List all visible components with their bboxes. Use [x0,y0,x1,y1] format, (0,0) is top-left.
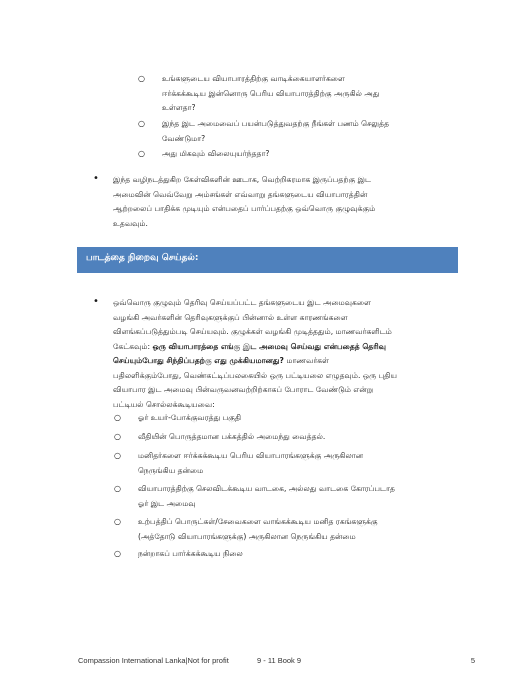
section-heading-band [77,247,458,273]
circle-bullet-icon: ○ [114,432,121,441]
circle-bullet-icon: ○ [138,119,145,128]
circle-bullet-icon: ○ [138,149,145,158]
list-item: ○ வீதியின் பொருத்தமான பக்கத்தில் அமைந்து வைத்தல். [138,430,325,445]
footer-organization: Compassion International Lanka|Not for profit [78,656,229,665]
list-item: ○ வியாபாரத்திற்கு செலவிடக்கூடிய வாடகை, அல்லது வாடகை கோரப்படாத ஓர் இட அமைவு [114,484,395,508]
bullet-icon: • [93,173,99,184]
sublist-item: ○ இந்த இட அமைவைப் பயன்படுத்துவதற்கு நீங்கள் பணம் செலுத்த வேண்டுமா? [138,119,390,143]
section-heading: பாடத்தை நிறைவு செய்தல்: [86,253,199,263]
footer-book: 9 - 11 Book 9 [257,656,302,665]
list-item: ○ ஓர் உயர்-போக்குவரத்து பகுதி [138,411,241,426]
list-item: ○ மனிதர்களை ஈர்க்கக்கூடிய பெரிய வியாபாரங்களுக்கு அருகிலான நெருங்கிய தன்மை [114,451,364,475]
page-footer [78,656,475,665]
bullet-icon: • [93,296,99,307]
circle-bullet-icon: ○ [114,517,121,526]
bullet-paragraph: • இந்த வழிநடத்துகிற கேள்விகளின் ஊடாக, வெற்றிகரமாக இருப்பதற்கு இட அமைவின் வெவ்வேறு அம்சங்கள் எவ்வாறு தங்களுடைய வியாபாரத்தின் ஆற்றலைப் பாதிக்க முடியும் என்பதைப் பார்ப்பதற்கு ஒவ்வொரு குழுவுக்கும் உதவவும். [93,173,376,228]
circle-bullet-icon: ○ [114,451,121,460]
circle-bullet-icon: ○ [114,484,121,493]
sublist-item: ○ அது மிகவும் விலையுயர்ந்ததா? [162,147,269,162]
bullet-paragraph: • ஒவ்வொரு குழுவும் தெரிவு செய்யப்பட்ட தங்களுடைய இட அமைவுகளை வழங்கி அவர்களின் தெரிவுகளுக்குப் பின்னால் உள்ள காரணங்களை விளங்கப்படுத்தும்படி செய்யவும். குழுக்கள் வழங்கி முடித்ததும், மாணவர்களிடம் கேட்கவும்: ஒரு வியாபாரத்தை எங்கு இட அமைவு செய்வது என்பதைத் தெரிவு செய்யும்போது சிந்திப்பதற்கு எது முக்கியமானது? மாணவர்கள் பதிலளிக்கும்போது, வெண்கட்டிப்பலகையில் ஒரு பட்டியலை எழுதவும். ஒரு புதிய வியாபார இட அமைவு பின்வருவனவற்றிற்காகப் போராட வேண்டும் என்று பட்டியல் சொல்லக்கூடியவை: [93,296,397,409]
circle-bullet-icon: ○ [114,413,121,422]
sublist-item: ○ உங்களுடைய வியாபாரத்திற்கு வாடிக்கையாளர்களை ஈர்க்கக்கூடிய இன்னொரு பெரிய வியாபாரத்திற்கு அருகில் அது உள்ளதா? [138,74,380,112]
circle-bullet-icon: ○ [114,549,121,558]
circle-bullet-icon: ○ [138,74,145,83]
question-text: செய்யும்போது சிந்திப்பதற்கு எது முக்கியமானது? [113,356,284,365]
list-item: ○ உற்பத்திப் பொருட்கள்/சேவைகளை வாங்கக்கூடிய மனித ரகங்களுக்கு (அத்தோடு வியாபாரங்களுக்கு) அருகிலான நெருங்கிய தன்மை [114,517,378,541]
list-item: ○ நன்றாகப் பார்க்கக்கூடிய நிலை [138,547,243,562]
question-text: ஒரு வியாபாரத்தை எங்கு இட அமைவு செய்வது என்பதைத் தெரிவு [152,341,386,351]
page-number: 5 [470,656,475,665]
